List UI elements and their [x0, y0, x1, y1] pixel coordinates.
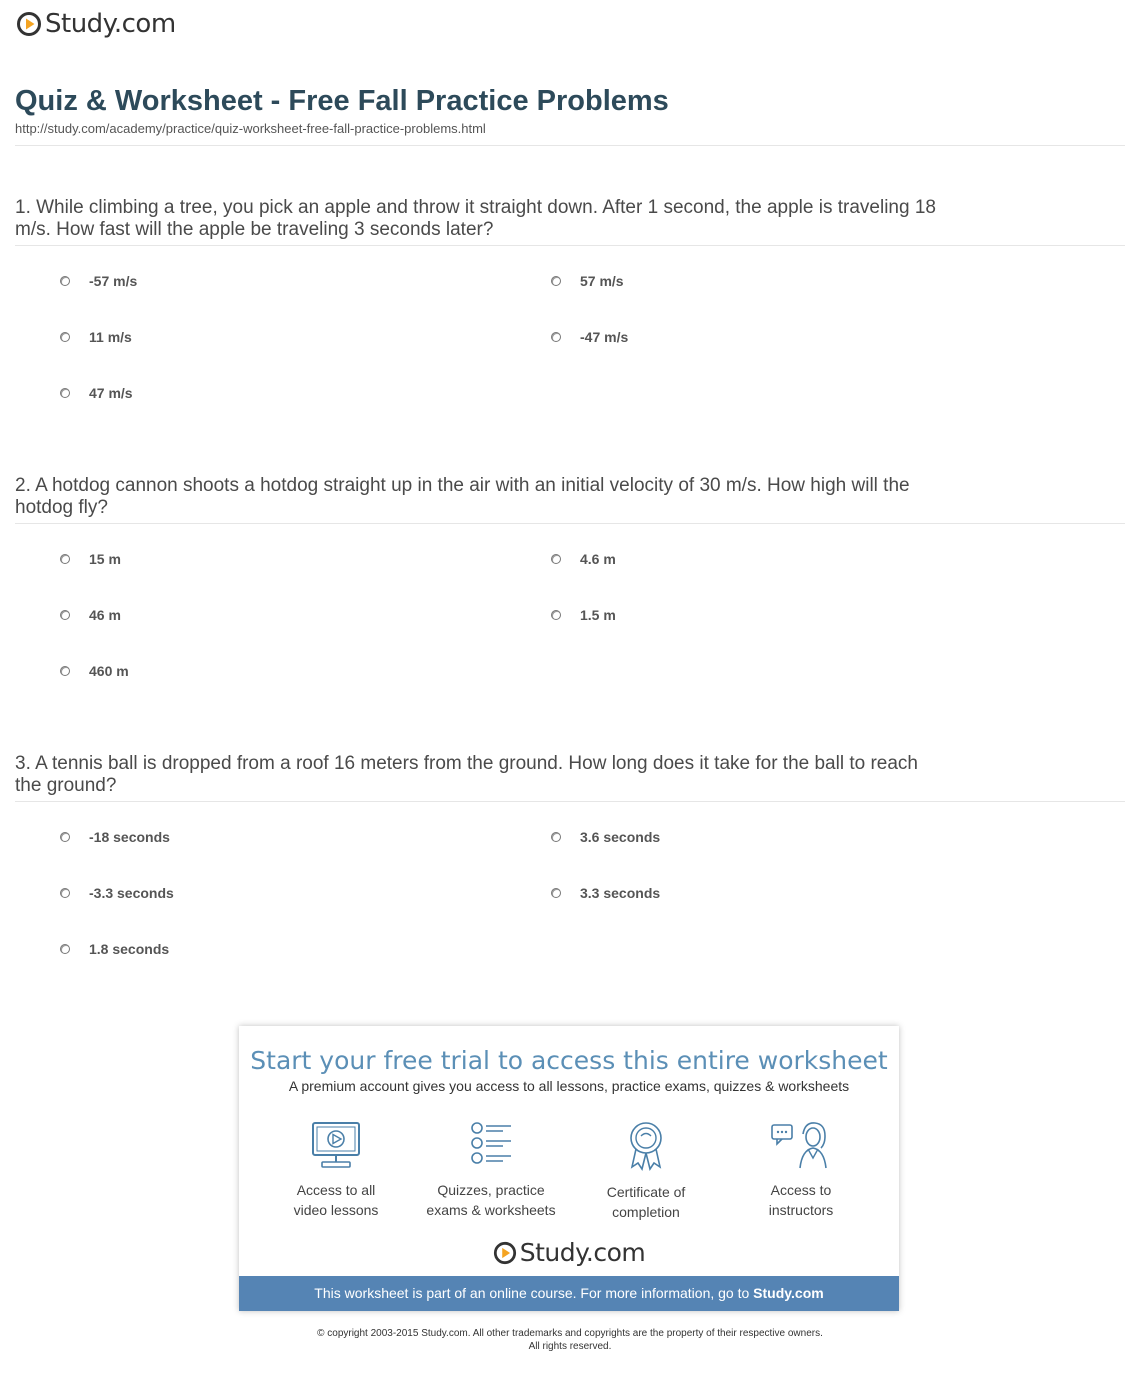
answer-option[interactable]	[60, 885, 174, 901]
feature-quizzes	[416, 1120, 566, 1220]
play-logo-icon	[493, 1241, 517, 1265]
course-info-bar	[239, 1276, 899, 1311]
answer-option[interactable]	[60, 385, 133, 401]
instructor-chat-icon	[770, 1120, 832, 1170]
feature-certificate	[571, 1120, 721, 1222]
copyright-line1: © copyright 2003-2015 Study.com. All other trademarks and copyrights are the property of their respective owners.	[317, 1328, 823, 1339]
radio-icon[interactable]	[60, 944, 70, 954]
feature-label-line1: Access to	[770, 1182, 832, 1198]
free-trial-promo[interactable]	[239, 1026, 899, 1311]
study-logo[interactable]	[16, 10, 176, 38]
question-3-text: 3. A tennis ball is dropped from a roof 16 meters from the ground. How long does it take for the ball to reach the ground?	[15, 753, 919, 796]
radio-icon[interactable]	[551, 888, 561, 898]
logo-text: Study.com	[45, 9, 176, 39]
promo-title: Start your free trial to access this entire worksheet	[250, 1046, 888, 1075]
feature-label-line1: Quizzes, practice	[437, 1182, 545, 1198]
answer-option[interactable]	[551, 829, 660, 845]
radio-icon[interactable]	[60, 888, 70, 898]
play-logo-icon	[16, 11, 42, 37]
ribbon-award-icon	[620, 1120, 672, 1172]
option-label: 11 m/s	[89, 329, 132, 345]
divider	[15, 523, 1125, 524]
radio-icon[interactable]	[551, 554, 561, 564]
option-label: 1.8 seconds	[89, 941, 170, 957]
answer-option[interactable]	[60, 829, 170, 845]
answer-option[interactable]	[551, 273, 624, 289]
radio-icon[interactable]	[60, 666, 70, 676]
radio-icon[interactable]	[60, 388, 70, 398]
monitor-play-icon	[310, 1120, 362, 1170]
feature-instructors	[726, 1120, 876, 1220]
option-label: 47 m/s	[89, 385, 133, 401]
feature-video-lessons	[261, 1120, 411, 1220]
checklist-icon	[465, 1120, 517, 1170]
answer-option[interactable]	[551, 885, 660, 901]
divider	[15, 245, 1125, 246]
option-label: -3.3 seconds	[89, 885, 174, 901]
promo-study-logo[interactable]	[239, 1239, 899, 1267]
answer-option[interactable]	[551, 551, 616, 567]
course-info-text: This worksheet is part of an online course. For more information, go to	[314, 1285, 750, 1301]
logo-text: Study.com	[519, 1238, 646, 1267]
radio-icon[interactable]	[551, 276, 561, 286]
option-label: 4.6 m	[580, 551, 616, 567]
radio-icon[interactable]	[551, 332, 561, 342]
radio-icon[interactable]	[551, 610, 561, 620]
divider	[15, 145, 1125, 146]
option-label: -57 m/s	[89, 273, 138, 289]
answer-option[interactable]	[60, 607, 121, 623]
option-label: 46 m	[89, 607, 121, 623]
feature-label-line2: instructors	[768, 1202, 834, 1218]
question-2-text: 2. A hotdog cannon shoots a hotdog straight up in the air with an initial velocity of 30 m/s. How high will the hotdog fly?	[15, 475, 910, 518]
divider	[15, 801, 1125, 802]
answer-option[interactable]	[551, 607, 616, 623]
option-label: 460 m	[89, 663, 129, 679]
answer-option[interactable]	[60, 663, 129, 679]
feature-label-line2: completion	[612, 1204, 680, 1220]
feature-label-line1: Access to all	[296, 1182, 376, 1198]
option-label: 15 m	[89, 551, 121, 567]
feature-label-line1: Certificate of	[606, 1184, 686, 1200]
answer-option[interactable]	[60, 329, 132, 345]
feature-label-line2: exams & worksheets	[426, 1202, 556, 1218]
option-label: 57 m/s	[580, 273, 624, 289]
answer-option[interactable]	[60, 941, 169, 957]
radio-icon[interactable]	[60, 554, 70, 564]
option-label: -18 seconds	[89, 829, 170, 845]
radio-icon[interactable]	[551, 832, 561, 842]
question-1-text: 1. While climbing a tree, you pick an apple and throw it straight down. After 1 second, the apple is traveling 18 m/s. How fast will the apple be traveling 3 seconds later?	[15, 197, 936, 240]
feature-label-line2: video lessons	[293, 1202, 379, 1218]
option-label: 3.3 seconds	[580, 885, 661, 901]
option-label: 3.6 seconds	[580, 829, 661, 845]
answer-option[interactable]	[60, 551, 121, 567]
radio-icon[interactable]	[60, 332, 70, 342]
option-label: -47 m/s	[580, 329, 629, 345]
radio-icon[interactable]	[60, 276, 70, 286]
radio-icon[interactable]	[60, 610, 70, 620]
page-url[interactable]: http://study.com/academy/practice/quiz-worksheet-free-fall-practice-problems.html	[15, 121, 486, 136]
radio-icon[interactable]	[60, 832, 70, 842]
answer-option[interactable]	[551, 329, 628, 345]
study-com-link[interactable]: Study.com	[753, 1285, 824, 1301]
copyright-line2: All rights reserved.	[528, 1341, 612, 1352]
page-title: Quiz & Worksheet - Free Fall Practice Problems	[15, 85, 669, 117]
option-label: 1.5 m	[580, 607, 616, 623]
promo-subtitle: A premium account gives you access to all lessons, practice exams, quizzes & worksheets	[288, 1078, 850, 1094]
answer-option[interactable]	[60, 273, 137, 289]
copyright-footer	[0, 1327, 1140, 1353]
